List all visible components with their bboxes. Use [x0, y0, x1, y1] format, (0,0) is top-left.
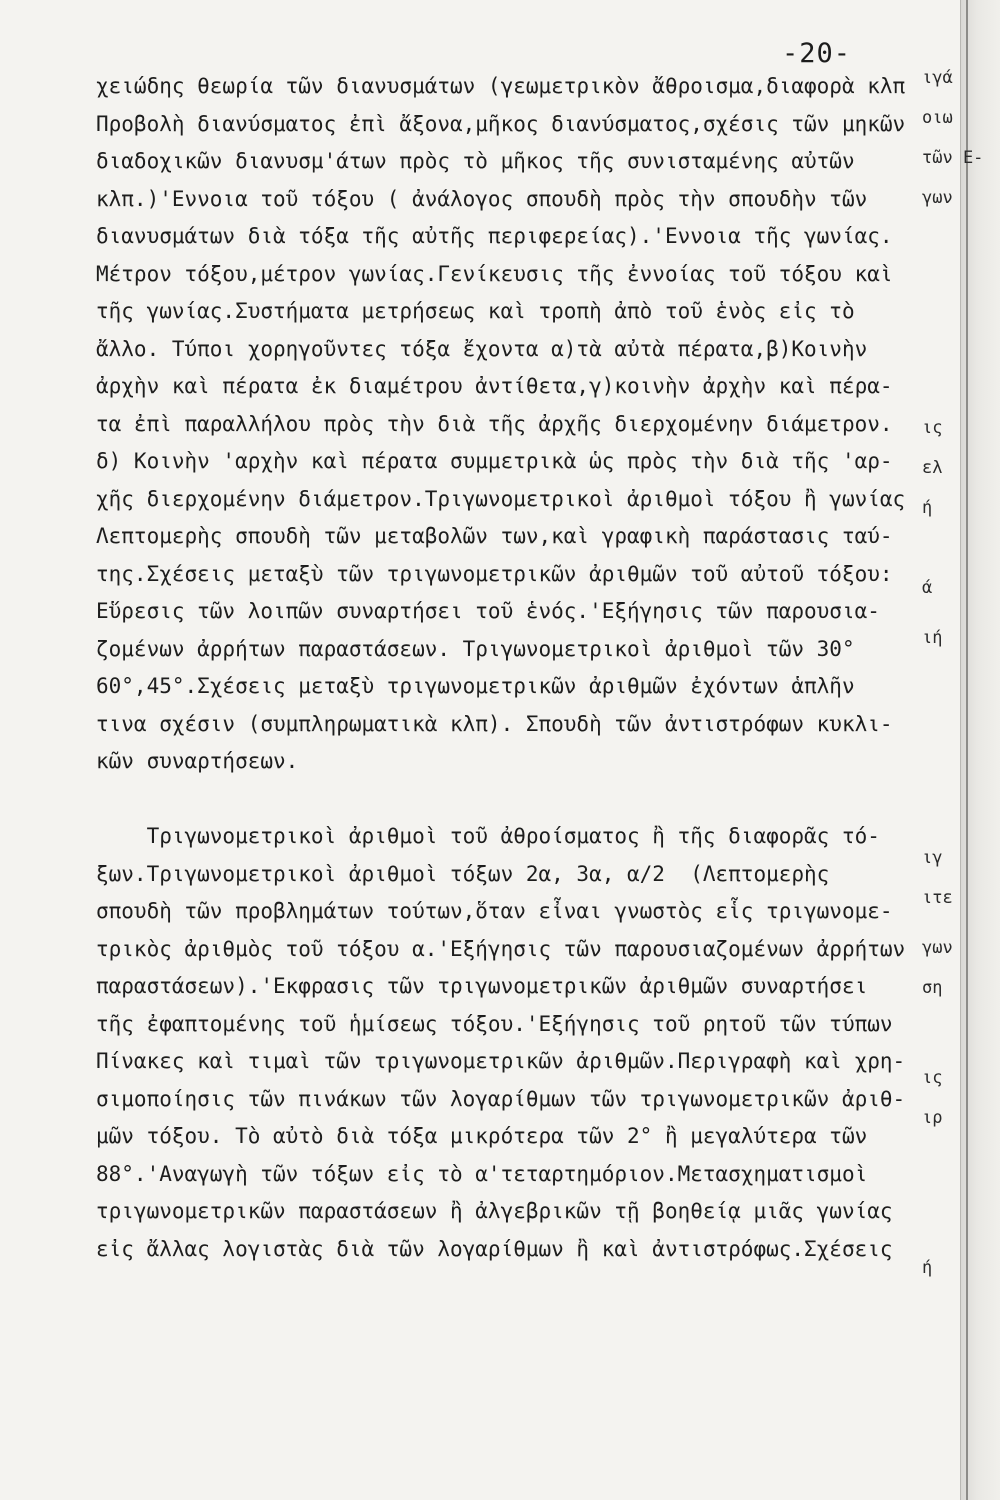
edge-fragment: ή [922, 1258, 933, 1278]
binding-shadow-line [966, 0, 968, 1500]
edge-fragment: ιγ [922, 848, 943, 868]
text-line: τῆς γωνίας.Συστήματα μετρήσεως καὶ τροπὴ ἀπὸ τοῦ ἑνὸς εἰς τὸ [96, 299, 855, 323]
text-line: Εὕρεσις τῶν λοιπῶν συναρτήσει τοῦ ἑνός.'Εξήγησις τῶν παρουσια- [96, 599, 880, 623]
text-line: Προβολὴ διανύσματος ἐπὶ ἄξονα,μῆκος διανύσματος,σχέσις τῶν μηκῶν [96, 111, 906, 136]
text-line: χειώδης θεωρία τῶν διανυσμάτων (γεωμετρικὸν ἄθροισμα,διαφορὰ κλπ [96, 74, 906, 98]
edge-fragment: ιτε [922, 888, 953, 908]
text-line: σιμοποίησις τῶν πινάκων τῶν λογαρίθμων τῶν τριγωνομετρικῶν ἀριθ- [96, 1086, 906, 1111]
text-line: 88°.'Αναγωγὴ τῶν τόξων εἰς τὸ α'τεταρτημόριον.Μετασχηματισμοὶ [96, 1161, 868, 1186]
text-line: δ) Κοινὴν 'αρχὴν καὶ πέρατα συμμετρικὰ ὡς πρὸς τὴν διὰ τῆς 'αρ- [96, 449, 893, 473]
text-line: τα ἐπὶ παραλλήλου πρὸς τὴν διὰ τῆς ἀρχῆς διερχομένην διάμετρον. [96, 411, 893, 436]
text-line: ζομένων ἀρρήτων παραστάσεων. Τριγωνομετρικοὶ ἀριθμοὶ τῶν 30° [96, 636, 855, 661]
text-line: της.Σχέσεις μεταξὺ τῶν τριγωνομετρικῶν ἀριθμῶν τοῦ αὐτοῦ τόξου: [96, 561, 893, 586]
text-line: τῆς ἐφαπτομένης τοῦ ἡμίσεως τόξου.'Εξήγησις τοῦ ρητοῦ τῶν τύπων [96, 1011, 893, 1036]
text-line: ἀρχὴν καὶ πέρατα ἐκ διαμέτρου ἀντίθετα,γ)κοινὴν ἀρχὴν καὶ πέρα- [96, 374, 893, 398]
text-line: παραστάσεων).'Εκφρασις τῶν τριγωνομετρικῶν ἀριθμῶν συναρτήσει [96, 974, 868, 998]
text-line: κῶν συναρτήσεων. [96, 749, 299, 773]
text-line: σπουδὴ τῶν προβλημάτων τούτων,ὅταν εἶναι γνωστὸς εἷς τριγωνομε- [96, 899, 893, 923]
edge-fragment: ις [922, 1068, 943, 1088]
edge-fragment: οιω [922, 108, 953, 128]
text-line: διανυσμάτων διὰ τόξα τῆς αὐτῆς περιφερείας).'Εννοια τῆς γωνίας. [96, 224, 893, 248]
text-line: Μέτρον τόξου,μέτρον γωνίας.Γενίκευσις τῆς ἐννοίας τοῦ τόξου καὶ [96, 261, 893, 286]
text-line: 60°,45°.Σχέσεις μεταξὺ τριγωνομετρικῶν ἀριθμῶν ἐχόντων ἁπλῆν [96, 674, 855, 698]
edge-fragment: ιγά [922, 68, 953, 88]
text-line: κλπ.)'Εννοια τοῦ τόξου ( ἀνάλογος σπουδὴ πρὸς τὴν σπουδὴν τῶν [96, 186, 868, 211]
edge-fragment: ιρ [922, 1108, 943, 1128]
edge-fragment: ή [922, 498, 933, 518]
edge-fragment: γων [922, 938, 953, 958]
text-line: χῆς διερχομένην διάμετρον.Τριγωνομετρικοὶ ἀριθμοὶ τόξου ἢ γωνίας [96, 486, 906, 511]
text-line: εἰς ἄλλας λογιστὰς διὰ τῶν λογαρίθμων ἢ καὶ ἀντιστρόφως.Σχέσεις [96, 1236, 893, 1261]
text-line: τινα σχέσιν (συμπληρωματικὰ κλπ). Σπουδὴ τῶν ἀντιστρόφων κυκλι- [96, 711, 893, 736]
text-line: διαδοχικῶν διανυσμ'άτων πρὸς τὸ μῆκος τῆς συνισταμένης αὐτῶν [96, 149, 855, 173]
body-text [96, 68, 916, 1268]
text-line: ἄλλο. Τύποι χορηγοῦντες τόξα ἔχοντα α)τὰ αὐτὰ πέρατα,β)Κοινὴν [96, 336, 868, 361]
text-line: Τριγωνομετρικοὶ ἀριθμοὶ τοῦ ἀθροίσματος ἢ τῆς διαφορᾶς τό- [96, 824, 880, 848]
text-line: ξων.Τριγωνομετρικοὶ ἀριθμοὶ τόξων 2α, 3α, α/2 (Λεπτομερὴς [96, 861, 830, 886]
text-line: Λεπτομερὴς σπουδὴ τῶν μεταβολῶν των,καὶ γραφικὴ παράστασις ταύ- [96, 524, 893, 548]
text-line: μῶν τόξου. Τὸ αὐτὸ διὰ τόξα μικρότερα τῶν 2° ἢ μεγαλύτερα τῶν [96, 1124, 868, 1148]
text-line: τριγωνομετρικῶν παραστάσεων ἢ ἀλγεβρικῶν τῇ βοηθείᾳ μιᾶς γωνίας [96, 1199, 893, 1223]
edge-fragment: ά [922, 578, 933, 598]
edge-fragment: ελ [922, 458, 943, 478]
page-number: -20- [782, 38, 852, 69]
edge-fragment: ση [922, 978, 943, 998]
edge-fragment: ιή [922, 628, 943, 648]
edge-fragment: γων [922, 188, 953, 208]
text-line: Πίνακες καὶ τιμαὶ τῶν τριγωνομετρικῶν ἀριθμῶν.Περιγραφὴ καὶ χρη- [96, 1049, 906, 1073]
text-line: τρικὸς ἀριθμὸς τοῦ τόξου α.'Εξήγησις τῶν παρουσιαζομένων ἀρρήτων [96, 936, 906, 961]
edge-fragment: τῶν Ε- [922, 148, 984, 168]
edge-fragment: ις [922, 418, 943, 438]
text-line [96, 781, 916, 819]
